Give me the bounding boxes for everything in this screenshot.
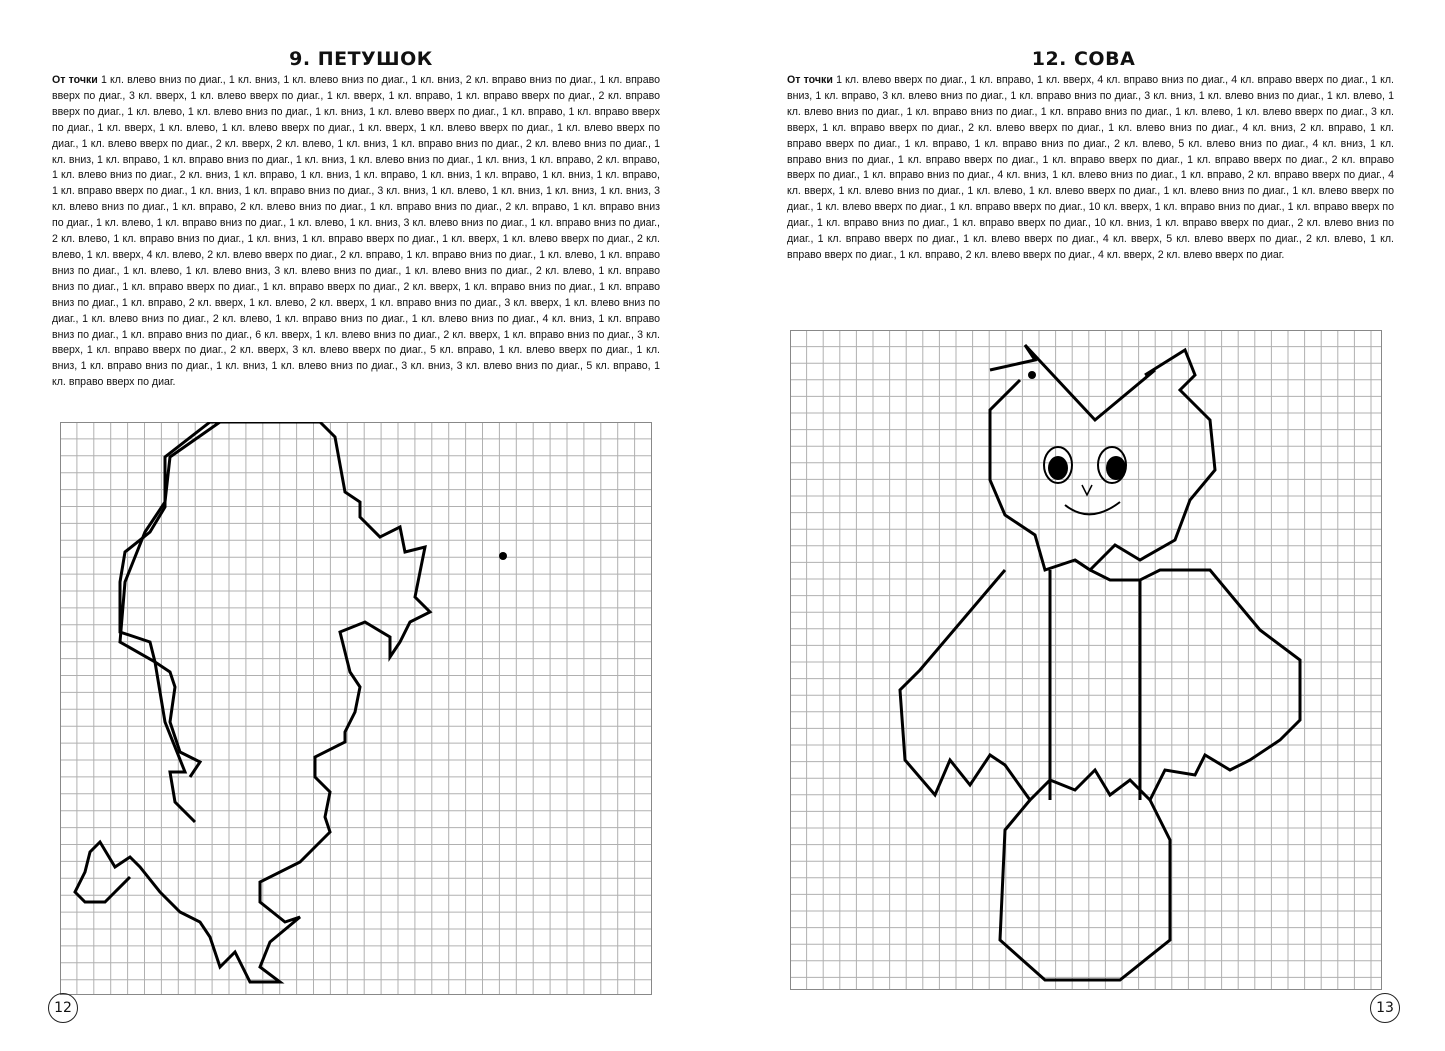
owl-grid (790, 330, 1382, 990)
rooster-outline (120, 422, 220, 822)
instructions-lead: От точки (787, 74, 833, 86)
start-dot (499, 552, 507, 560)
rooster-grid (60, 422, 652, 995)
page-number: 12 (48, 993, 78, 1023)
grid-lines (790, 330, 1382, 990)
page-number: 13 (1370, 993, 1400, 1023)
owl-pupil-left (1048, 456, 1068, 480)
page-title: 12. СОВА (1031, 48, 1136, 70)
instructions-text (787, 73, 1394, 331)
start-dot (1028, 371, 1036, 379)
owl-beak (1082, 485, 1092, 495)
instructions-lead: От точки (52, 74, 98, 86)
page-title: 9. ПЕТУШОК (289, 48, 433, 70)
left-page (0, 0, 722, 1051)
owl-outline (900, 570, 1300, 800)
owl-pupil-right (1106, 456, 1126, 480)
instructions-body: 1 кл. влево вниз по диаг., 1 кл. вниз, 1 кл. влево вниз по диаг., 1 кл. вниз, 2 кл. вправо вниз по диаг., 1 кл. вправо вверх по диаг., 3 кл. вверх, 1 кл. влево вверх по диаг., 1 кл. вверх, 1 кл. вправо, 1 кл. вправо вверх по диаг., 2 кл. вправо вверх по диаг., 1 кл. влево, 1 кл. влево вниз по диаг., 1 кл. вниз, 1 кл. влево вверх по диаг., 1 кл. вправо, 1 кл. вправо вверх по диаг., 1 кл. вверх, 1 кл. влево, 1 кл. влево вверх по диаг., 1 кл. вверх, 1 кл. влево вверх по диаг., 1 кл. влево вверх по диаг., 1 кл. влево вверх по диаг., 2 кл. вверх, 2 кл. влево, 1 кл. вниз, 1 кл. вправо вниз по диаг., 2 кл. влево вниз по диаг., 1 кл. вниз, 1 кл. вправо, 1 кл. вправо вниз по диаг., 1 кл. вниз, 1 кл. влево вниз по диаг., 1 кл. вниз, 1 кл. вправо, 2 кл. вправо, 1 кл. влево вниз по диаг., 2 кл. вниз, 1 кл. вправо, 1 кл. вниз, 1 кл. вправо, 1 кл. вниз, 1 кл. вправо, 1 кл. вниз, 1 кл. вправо, 1 кл. вправо вверх по диаг., 1 кл. вниз, 1 кл. вправо вниз по диаг., 3 кл. вниз, 1 кл. влево, 1 кл. вниз, 1 кл. вниз, 1 кл. вниз, 3 кл. влево вниз по диаг., 1 кл. вправо, 2 кл. влево вниз по диаг., 1 кл. вправо вниз по диаг., 2 кл. вправо, 1 кл. вправо вниз по диаг., 1 кл. влево, 1 кл. вправо вниз по диаг., 1 кл. влево, 1 кл. вниз, 3 кл. влево вниз по диаг., 1 кл. вправо вниз по диаг., 2 кл. влево, 1 кл. вправо вниз по диаг., 1 кл. вниз, 1 кл. вправо вверх по диаг., 1 кл. вверх, 1 кл. влево вверх по диаг., 2 кл. влево, 1 кл. вверх, 4 кл. влево, 2 кл. влево вверх по диаг., 2 кл. вправо, 1 кл. вправо вниз по диаг., 1 кл. влево, 1 кл. вправо вниз по диаг., 1 кл. влево, 1 кл. влево вниз, 3 кл. влево вниз по диаг., 1 кл. влево вниз по диаг., 2 кл. влево, 1 кл. вправо вниз по диаг., 1 кл. вправо вверх по диаг., 1 кл. вправо вверх по диаг., 2 кл. вверх, 1 кл. вправо вниз по диаг., 1 кл. вправо вниз по диаг., 1 кл. вправо, 2 кл. вверх, 1 кл. влево, 2 кл. вверх, 1 кл. вправо вниз по диаг., 3 кл. вверх, 1 кл. влево вниз по диаг., 1 кл. влево вниз по диаг., 2 кл. влево, 1 кл. вправо вниз по диаг., 1 кл. влево вниз по диаг., 4 кл. вниз, 1 кл. вправо вниз по диаг., 1 кл. вправо вниз по диаг., 6 кл. вверх, 1 кл. влево вниз по диаг., 2 кл. вверх, 1 кл. вправо вниз по диаг., 3 кл. вверх, 1 кл. вправо вверх по диаг., 2 кл. вверх, 3 кл. влево вверх по диаг., 5 кл. вправо, 1 кл. влево вверх по диаг., 1 кл. вниз, 1 кл. вправо вниз по диаг., 1 кл. вниз, 1 кл. влево вниз по диаг., 3 кл. вниз, 3 кл. влево вниз по диаг., 5 кл. вправо, 1 кл. вправо вверх по диаг. (52, 74, 660, 389)
owl-outline (1000, 800, 1170, 980)
instructions-text (52, 73, 660, 418)
right-page (722, 0, 1445, 1051)
owl-outline (990, 345, 1215, 570)
instructions-body: 1 кл. влево вверх по диаг., 1 кл. вправо, 1 кл. вверх, 4 кл. вправо вниз по диаг., 4 кл. вправо вверх по диаг., 1 кл. вниз, 1 кл. вправо, 3 кл. влево вниз по диаг., 1 кл. вправо вниз по диаг., 3 кл. вниз, 1 кл. влево вниз по диаг., 1 кл. влево, 1 кл. влево вниз по диаг., 1 кл. вправо вниз по диаг., 1 кл. вправо вниз по диаг., 1 кл. влево, 1 кл. влево вверх по диаг., 3 кл. вверх, 1 кл. вправо вверх по диаг., 2 кл. влево вверх по диаг., 1 кл. влево вниз по диаг., 4 кл. вниз, 2 кл. вправо, 1 кл. вправо вверх по диаг., 1 кл. вправо, 1 кл. вправо вниз по диаг., 2 кл. влево, 5 кл. влево вниз по диаг., 4 кл. вниз, 1 кл. вправо вниз по диаг., 1 кл. вправо вверх по диаг., 1 кл. вправо вверх по диаг., 1 кл. вправо вверх по диаг., 2 кл. вправо вверх по диаг., 1 кл. вправо вниз по диаг., 4 кл. вниз, 1 кл. влево вниз по диаг., 1 кл. вправо, 2 кл. вправо вверх по диаг., 4 кл. вверх, 1 кл. влево вниз по диаг., 1 кл. влево, 1 кл. влево вверх по диаг., 1 кл. влево вниз по диаг., 1 кл. влево вверх по диаг., 1 кл. влево вверх по диаг., 1 кл. вправо вверх по диаг., 10 кл. вверх, 1 кл. вправо вниз по диаг., 1 кл. вправо вверх по диаг., 1 кл. вправо вниз по диаг., 1 кл. вправо вверх по диаг., 10 кл. вниз, 1 кл. вправо вверх по диаг., 2 кл. влево вниз по диаг., 1 кл. вправо вверх по диаг., 1 кл. влево вверх по диаг., 4 кл. вверх, 5 кл. влево вверх по диаг., 2 кл. влево, 1 кл. вправо вверх по диаг., 1 кл. вправо, 2 кл. влево вверх по диаг., 4 кл. вверх, 2 кл. влево вверх по диаг. (787, 74, 1394, 261)
